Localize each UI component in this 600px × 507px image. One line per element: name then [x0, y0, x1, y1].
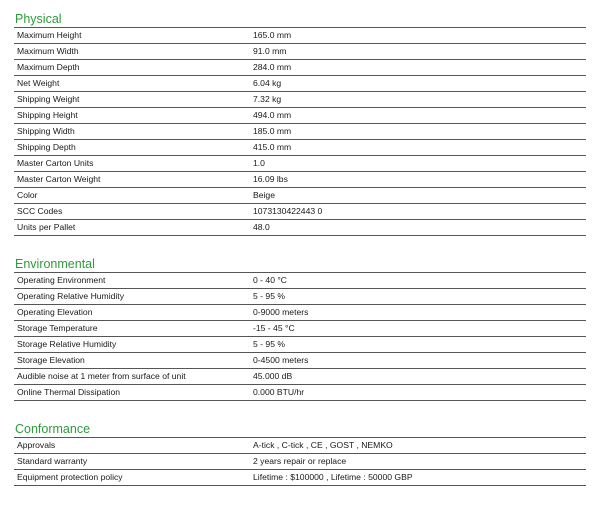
- table-row: [14, 273, 586, 289]
- row-label: Online Thermal Dissipation: [14, 385, 249, 401]
- row-label: Standard warranty: [14, 454, 249, 470]
- row-value: 0 - 40 °C: [249, 273, 586, 289]
- row-value: 284.0 mm: [249, 60, 586, 76]
- row-label: Equipment protection policy: [14, 470, 249, 486]
- section-conformance: [14, 422, 586, 486]
- table-row: [14, 438, 586, 454]
- table-row: [14, 188, 586, 204]
- row-label: Shipping Depth: [14, 140, 249, 156]
- spec-sheet: [14, 0, 586, 486]
- row-label: Maximum Depth: [14, 60, 249, 76]
- row-label: Units per Pallet: [14, 220, 249, 236]
- row-label: Operating Elevation: [14, 305, 249, 321]
- table-row: [14, 337, 586, 353]
- table-row: [14, 385, 586, 401]
- table-row: [14, 454, 586, 470]
- row-value: A-tick , C-tick , CE , GOST , NEMKO: [249, 438, 586, 454]
- row-value: 5 - 95 %: [249, 337, 586, 353]
- row-label: Maximum Width: [14, 44, 249, 60]
- table-row: [14, 289, 586, 305]
- row-label: Storage Relative Humidity: [14, 337, 249, 353]
- conformance-table: [14, 437, 586, 486]
- row-label: SCC Codes: [14, 204, 249, 220]
- row-value: 415.0 mm: [249, 140, 586, 156]
- section-title-physical: Physical: [15, 12, 62, 26]
- row-label: Color: [14, 188, 249, 204]
- row-value: 165.0 mm: [249, 28, 586, 44]
- section-title-environmental: Environmental: [15, 257, 95, 271]
- physical-table: [14, 27, 586, 236]
- row-label: Operating Environment: [14, 273, 249, 289]
- row-label: Approvals: [14, 438, 249, 454]
- row-value: 2 years repair or replace: [249, 454, 586, 470]
- table-row: [14, 369, 586, 385]
- table-row: [14, 140, 586, 156]
- row-label: Operating Relative Humidity: [14, 289, 249, 305]
- row-value: 0.000 BTU/hr: [249, 385, 586, 401]
- row-label: Storage Elevation: [14, 353, 249, 369]
- row-label: Audible noise at 1 meter from surface of unit: [14, 369, 249, 385]
- environmental-table: [14, 272, 586, 401]
- row-value: Beige: [249, 188, 586, 204]
- row-value: 1.0: [249, 156, 586, 172]
- section-title-conformance: Conformance: [15, 422, 91, 436]
- table-row: [14, 124, 586, 140]
- table-row: [14, 353, 586, 369]
- row-label: Master Carton Weight: [14, 172, 249, 188]
- row-value: 5 - 95 %: [249, 289, 586, 305]
- table-row: [14, 76, 586, 92]
- section-environmental: [14, 257, 586, 401]
- table-row: [14, 44, 586, 60]
- table-row: [14, 321, 586, 337]
- row-value: -15 - 45 °C: [249, 321, 586, 337]
- table-row: [14, 60, 586, 76]
- table-row: [14, 108, 586, 124]
- row-value: 0-4500 meters: [249, 353, 586, 369]
- row-value: Lifetime : $100000 , Lifetime : 50000 GBP: [249, 470, 586, 486]
- row-label: Shipping Height: [14, 108, 249, 124]
- row-value: 7.32 kg: [249, 92, 586, 108]
- row-value: 1073130422443 0: [249, 204, 586, 220]
- section-physical: [14, 12, 586, 236]
- row-value: 45.000 dB: [249, 369, 586, 385]
- table-row: [14, 156, 586, 172]
- row-label: Storage Temperature: [14, 321, 249, 337]
- row-label: Shipping Width: [14, 124, 249, 140]
- row-value: 91.0 mm: [249, 44, 586, 60]
- table-row: [14, 204, 586, 220]
- row-value: 48.0: [249, 220, 586, 236]
- row-label: Net Weight: [14, 76, 249, 92]
- row-value: 494.0 mm: [249, 108, 586, 124]
- table-row: [14, 305, 586, 321]
- row-value: 185.0 mm: [249, 124, 586, 140]
- table-row: [14, 172, 586, 188]
- table-row: [14, 220, 586, 236]
- table-row: [14, 28, 586, 44]
- row-label: Master Carton Units: [14, 156, 249, 172]
- row-value: 0-9000 meters: [249, 305, 586, 321]
- row-label: Maximum Height: [14, 28, 249, 44]
- table-row: [14, 470, 586, 486]
- row-value: 16.09 lbs: [249, 172, 586, 188]
- table-row: [14, 92, 586, 108]
- row-value: 6.04 kg: [249, 76, 586, 92]
- row-label: Shipping Weight: [14, 92, 249, 108]
